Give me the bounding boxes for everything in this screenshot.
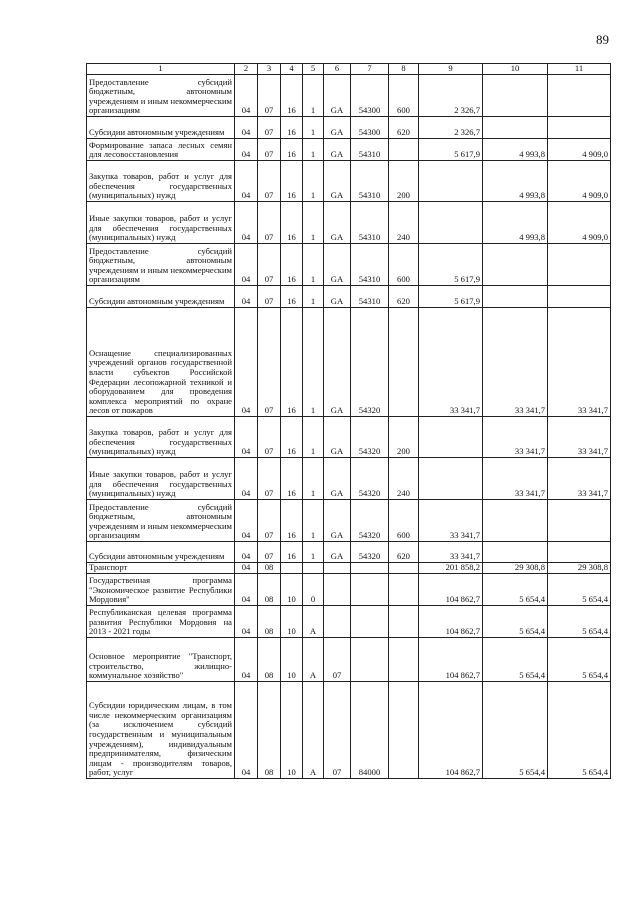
cell-col-5: 0 <box>303 574 324 606</box>
cell-col-9: 201 858,2 <box>419 563 483 574</box>
cell-col-10: 33 341,7 <box>483 417 548 458</box>
cell-col-9: 33 341,7 <box>419 500 483 542</box>
cell-col-11 <box>548 286 611 308</box>
page-number: 89 <box>596 32 609 47</box>
header-row <box>87 64 611 75</box>
row-name-cell: Субсидии юридическим лицам, в том числе некоммерческим организациям (за исключением субсидий государственным и муниципальным учреждениям), индивидуальным предпринимателям, физическим лицам - производителям товаров, работ, услуг <box>87 682 235 779</box>
row-name-cell: Основное мероприятие "Транспорт, строительство, жилищно-коммунальное хозяйство" <box>87 638 235 682</box>
cell-col-5: 1 <box>303 417 324 458</box>
cell-col-8: 200 <box>389 161 419 202</box>
column-header-9: 9 <box>419 64 483 75</box>
cell-col-5: 1 <box>303 139 324 161</box>
table-row <box>87 417 611 458</box>
row-name-cell: Закупка товаров, работ и услуг для обеспечения государственных (муниципальных) нужд <box>87 417 235 458</box>
row-name-cell: Оснащение специализированных учреждений органов государственной власти субъектов Российской Федерации лесопожарной техникой и оборудованием для проведения комплекса мероприятий по охране лесов от пожаров <box>87 308 235 417</box>
cell-col-4: 10 <box>281 682 303 779</box>
table-row <box>87 75 611 117</box>
cell-col-5: 1 <box>303 161 324 202</box>
row-name-cell: Предоставление субсидий бюджетным, автономным учреждениям и иным некоммерческим организациям <box>87 500 235 542</box>
cell-col-3: 07 <box>258 286 281 308</box>
cell-col-3: 07 <box>258 161 281 202</box>
cell-col-6: GA <box>324 308 351 417</box>
cell-col-5: А <box>303 682 324 779</box>
cell-col-4: 10 <box>281 606 303 638</box>
cell-col-11: 4 909,0 <box>548 139 611 161</box>
cell-col-5: 1 <box>303 202 324 244</box>
cell-col-11: 4 909,0 <box>548 202 611 244</box>
cell-col-10 <box>483 117 548 139</box>
cell-col-4: 16 <box>281 139 303 161</box>
cell-col-9: 5 617,9 <box>419 286 483 308</box>
cell-col-7: 54300 <box>351 117 389 139</box>
row-name-cell: Государственная программа "Экономическое развитие Республики Мордовия" <box>87 574 235 606</box>
cell-col-11: 5 654,4 <box>548 638 611 682</box>
cell-col-8: 620 <box>389 117 419 139</box>
cell-col-7: 54310 <box>351 244 389 286</box>
cell-col-9: 33 341,7 <box>419 542 483 563</box>
row-name-cell: Предоставление субсидий бюджетным, автономным учреждениям и иным некоммерческим организациям <box>87 244 235 286</box>
cell-col-9 <box>419 202 483 244</box>
row-name-cell: Субсидии автономным учреждениям <box>87 542 235 563</box>
cell-col-3: 07 <box>258 542 281 563</box>
cell-col-7: 54320 <box>351 500 389 542</box>
cell-col-6: GA <box>324 202 351 244</box>
cell-col-10: 5 654,4 <box>483 682 548 779</box>
cell-col-10: 33 341,7 <box>483 458 548 500</box>
table-row <box>87 117 611 139</box>
cell-col-6: GA <box>324 161 351 202</box>
cell-col-7: 54310 <box>351 161 389 202</box>
cell-col-6: GA <box>324 286 351 308</box>
cell-col-11 <box>548 75 611 117</box>
cell-col-11: 5 654,4 <box>548 682 611 779</box>
cell-col-5: 1 <box>303 458 324 500</box>
cell-col-8 <box>389 606 419 638</box>
cell-col-10 <box>483 286 548 308</box>
column-header-3: 3 <box>258 64 281 75</box>
row-name-cell: Предоставление субсидий бюджетным, автономным учреждениям и иным некоммерческим организациям <box>87 75 235 117</box>
table-row <box>87 308 611 417</box>
cell-col-2: 04 <box>235 682 258 779</box>
column-header-11: 11 <box>548 64 611 75</box>
cell-col-3: 07 <box>258 500 281 542</box>
cell-col-10: 4 993,8 <box>483 161 548 202</box>
cell-col-6: GA <box>324 417 351 458</box>
cell-col-3: 07 <box>258 202 281 244</box>
cell-col-6: GA <box>324 458 351 500</box>
cell-col-6: GA <box>324 244 351 286</box>
cell-col-8: 600 <box>389 75 419 117</box>
cell-col-8: 600 <box>389 500 419 542</box>
cell-col-2: 04 <box>235 542 258 563</box>
cell-col-3: 07 <box>258 139 281 161</box>
cell-col-4: 10 <box>281 574 303 606</box>
table-row <box>87 542 611 563</box>
cell-col-6 <box>324 574 351 606</box>
cell-col-2: 04 <box>235 458 258 500</box>
cell-col-9: 5 617,9 <box>419 139 483 161</box>
row-name-cell: Формирование запаса лесных семян для лесовосстановления <box>87 139 235 161</box>
table-row <box>87 606 611 638</box>
cell-col-4: 16 <box>281 542 303 563</box>
cell-col-11: 5 654,4 <box>548 606 611 638</box>
column-header-4: 4 <box>281 64 303 75</box>
cell-col-4: 16 <box>281 244 303 286</box>
table-row <box>87 161 611 202</box>
cell-col-9: 2 326,7 <box>419 117 483 139</box>
cell-col-11 <box>548 244 611 286</box>
cell-col-11 <box>548 117 611 139</box>
cell-col-10 <box>483 75 548 117</box>
cell-col-4 <box>281 563 303 574</box>
cell-col-9: 104 862,7 <box>419 682 483 779</box>
cell-col-11: 33 341,7 <box>548 308 611 417</box>
cell-col-10: 33 341,7 <box>483 308 548 417</box>
table-row <box>87 500 611 542</box>
cell-col-3: 08 <box>258 606 281 638</box>
row-name-cell: Транспорт <box>87 563 235 574</box>
cell-col-2: 04 <box>235 500 258 542</box>
cell-col-2: 04 <box>235 417 258 458</box>
cell-col-3: 08 <box>258 563 281 574</box>
cell-col-7: 54300 <box>351 75 389 117</box>
table-row <box>87 574 611 606</box>
column-header-2: 2 <box>235 64 258 75</box>
cell-col-10: 29 308,8 <box>483 563 548 574</box>
cell-col-7: 54320 <box>351 308 389 417</box>
column-header-5: 5 <box>303 64 324 75</box>
cell-col-2: 04 <box>235 286 258 308</box>
cell-col-8: 240 <box>389 458 419 500</box>
cell-col-9: 104 862,7 <box>419 638 483 682</box>
cell-col-2: 04 <box>235 161 258 202</box>
column-header-7: 7 <box>351 64 389 75</box>
table-row <box>87 244 611 286</box>
cell-col-10: 4 993,8 <box>483 139 548 161</box>
row-name-cell: Субсидии автономным учреждениям <box>87 117 235 139</box>
cell-col-3: 07 <box>258 244 281 286</box>
cell-col-11 <box>548 500 611 542</box>
cell-col-3: 07 <box>258 117 281 139</box>
table-row <box>87 286 611 308</box>
cell-col-10: 4 993,8 <box>483 202 548 244</box>
table-row <box>87 139 611 161</box>
table-row <box>87 638 611 682</box>
cell-col-4: 16 <box>281 117 303 139</box>
cell-col-4: 16 <box>281 500 303 542</box>
cell-col-5: 1 <box>303 117 324 139</box>
cell-col-9 <box>419 458 483 500</box>
cell-col-4: 16 <box>281 202 303 244</box>
cell-col-7: 54320 <box>351 458 389 500</box>
column-header-10: 10 <box>483 64 548 75</box>
cell-col-3: 08 <box>258 682 281 779</box>
table-row <box>87 202 611 244</box>
cell-col-8 <box>389 563 419 574</box>
row-name-cell: Иные закупки товаров, работ и услуг для обеспечения государственных (муниципальных) нужд <box>87 202 235 244</box>
cell-col-2: 04 <box>235 244 258 286</box>
table-row <box>87 563 611 574</box>
cell-col-4: 16 <box>281 161 303 202</box>
cell-col-3: 08 <box>258 574 281 606</box>
cell-col-8: 620 <box>389 286 419 308</box>
cell-col-2: 04 <box>235 202 258 244</box>
cell-col-3: 07 <box>258 308 281 417</box>
row-name-cell: Субсидии автономным учреждениям <box>87 286 235 308</box>
cell-col-5: 1 <box>303 308 324 417</box>
cell-col-2: 04 <box>235 117 258 139</box>
cell-col-9: 104 862,7 <box>419 574 483 606</box>
cell-col-7: 54320 <box>351 542 389 563</box>
cell-col-8 <box>389 574 419 606</box>
cell-col-6: GA <box>324 139 351 161</box>
cell-col-5 <box>303 563 324 574</box>
cell-col-7: 84000 <box>351 682 389 779</box>
cell-col-3: 08 <box>258 638 281 682</box>
cell-col-10: 5 654,4 <box>483 638 548 682</box>
cell-col-9: 5 617,9 <box>419 244 483 286</box>
cell-col-11: 33 341,7 <box>548 417 611 458</box>
cell-col-4: 10 <box>281 638 303 682</box>
cell-col-6: GA <box>324 542 351 563</box>
cell-col-7 <box>351 638 389 682</box>
row-name-cell: Иные закупки товаров, работ и услуг для обеспечения государственных (муниципальных) нужд <box>87 458 235 500</box>
cell-col-11 <box>548 542 611 563</box>
cell-col-9 <box>419 417 483 458</box>
table-row <box>87 682 611 779</box>
cell-col-10 <box>483 542 548 563</box>
cell-col-4: 16 <box>281 75 303 117</box>
cell-col-8 <box>389 139 419 161</box>
cell-col-8: 600 <box>389 244 419 286</box>
cell-col-8 <box>389 682 419 779</box>
cell-col-11: 5 654,4 <box>548 574 611 606</box>
cell-col-7: 54310 <box>351 202 389 244</box>
budget-table <box>86 63 611 779</box>
cell-col-9 <box>419 161 483 202</box>
cell-col-6 <box>324 606 351 638</box>
cell-col-10: 5 654,4 <box>483 606 548 638</box>
cell-col-2: 04 <box>235 139 258 161</box>
column-header-1: 1 <box>87 64 235 75</box>
cell-col-6: 07 <box>324 638 351 682</box>
cell-col-5: 1 <box>303 500 324 542</box>
cell-col-2: 04 <box>235 308 258 417</box>
cell-col-7: 54310 <box>351 286 389 308</box>
cell-col-9: 33 341,7 <box>419 308 483 417</box>
cell-col-3: 07 <box>258 75 281 117</box>
cell-col-4: 16 <box>281 286 303 308</box>
cell-col-4: 16 <box>281 308 303 417</box>
cell-col-10 <box>483 500 548 542</box>
cell-col-2: 04 <box>235 563 258 574</box>
cell-col-2: 04 <box>235 606 258 638</box>
cell-col-7 <box>351 574 389 606</box>
column-header-8: 8 <box>389 64 419 75</box>
row-name-cell: Республиканская целевая программа развития Республики Мордовия на 2013 - 2021 годы <box>87 606 235 638</box>
cell-col-8: 240 <box>389 202 419 244</box>
cell-col-6: GA <box>324 75 351 117</box>
cell-col-6: 07 <box>324 682 351 779</box>
cell-col-2: 04 <box>235 75 258 117</box>
cell-col-4: 16 <box>281 417 303 458</box>
cell-col-7 <box>351 563 389 574</box>
table-row <box>87 458 611 500</box>
cell-col-3: 07 <box>258 417 281 458</box>
column-header-6: 6 <box>324 64 351 75</box>
cell-col-8: 200 <box>389 417 419 458</box>
cell-col-4: 16 <box>281 458 303 500</box>
cell-col-10: 5 654,4 <box>483 574 548 606</box>
row-name-cell: Закупка товаров, работ и услуг для обеспечения государственных (муниципальных) нужд <box>87 161 235 202</box>
cell-col-10 <box>483 244 548 286</box>
cell-col-11: 33 341,7 <box>548 458 611 500</box>
cell-col-3: 07 <box>258 458 281 500</box>
cell-col-2: 04 <box>235 574 258 606</box>
cell-col-8 <box>389 308 419 417</box>
cell-col-8: 620 <box>389 542 419 563</box>
cell-col-9: 104 862,7 <box>419 606 483 638</box>
cell-col-11: 4 909,0 <box>548 161 611 202</box>
cell-col-7 <box>351 606 389 638</box>
cell-col-6 <box>324 563 351 574</box>
cell-col-6: GA <box>324 500 351 542</box>
cell-col-8 <box>389 638 419 682</box>
cell-col-5: А <box>303 638 324 682</box>
cell-col-5: 1 <box>303 244 324 286</box>
cell-col-5: 1 <box>303 75 324 117</box>
cell-col-11: 29 308,8 <box>548 563 611 574</box>
cell-col-5: А <box>303 606 324 638</box>
cell-col-5: 1 <box>303 286 324 308</box>
cell-col-7: 54310 <box>351 139 389 161</box>
cell-col-9: 2 326,7 <box>419 75 483 117</box>
cell-col-2: 04 <box>235 638 258 682</box>
cell-col-7: 54320 <box>351 417 389 458</box>
cell-col-5: 1 <box>303 542 324 563</box>
cell-col-6: GA <box>324 117 351 139</box>
